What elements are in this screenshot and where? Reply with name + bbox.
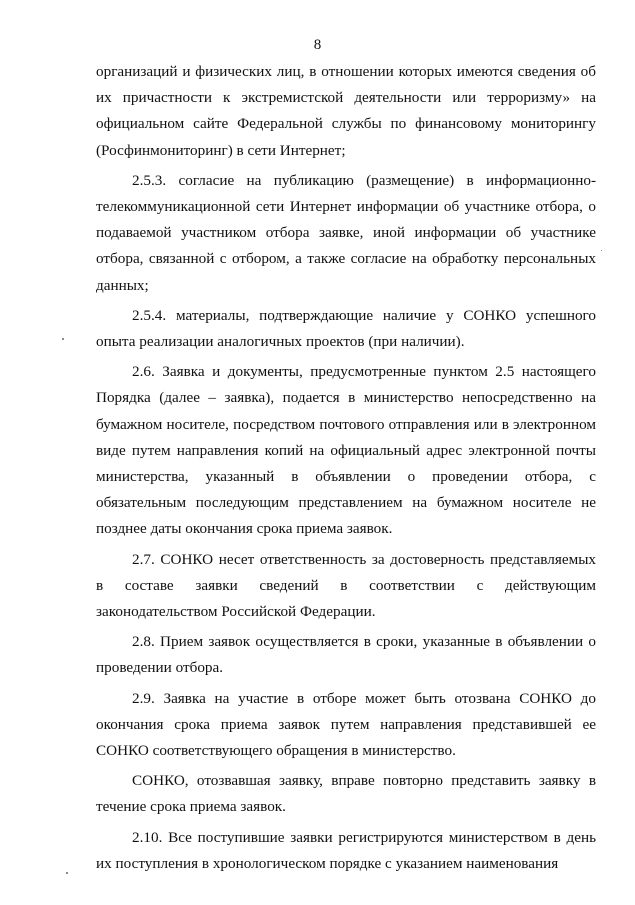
scan-speck: [601, 250, 602, 251]
paragraph-2-9-note: СОНКО, отозвавшая заявку, вправе повторно представить заявку в течение срока приема заявок.: [96, 772, 596, 816]
scan-speck: [66, 872, 68, 874]
document-body: [96, 59, 596, 877]
page-number: 8: [313, 37, 322, 53]
paragraph-2-6: 2.6. Заявка и документы, предусмотренные пунктом 2.5 настоящего Порядка (далее – заявка), подается в министерство непосредственно на бумажном носителе, посредством почтового отправления или в электронном виде путем направления копий на официальный адрес электронной почты министерства, указанный в объявлении о проведении отбора, с обязательным последующим представлением на бумажном носителе не позднее даты окончания срока приема заявок.: [96, 363, 596, 538]
paragraph-2-7: 2.7. СОНКО несет ответственность за достоверность представляемых в составе заявки сведений в соответствии с действующим законодательством Российской Федерации.: [96, 550, 596, 621]
scan-speck: [62, 338, 64, 340]
paragraph-continuation: организаций и физических лиц, в отношении которых имеются сведения об их причастности к экстремистской деятельности или терроризму» на официальном сайте Федеральной службы по финансовому мониторингу (Росфинмониторинг) в сети Интернет;: [96, 63, 596, 159]
paragraph-2-5-4: 2.5.4. материалы, подтверждающие наличие у СОНКО успешного опыта реализации аналогичных проектов (при наличии).: [96, 306, 596, 351]
paragraph-2-8: 2.8. Прием заявок осуществляется в сроки, указанные в объявлении о проведении отбора.: [96, 633, 596, 677]
paragraph-2-10: 2.10. Все поступившие заявки регистрируются министерством в день их поступления в хронологическом порядке с указанием наименования: [96, 828, 596, 872]
paragraph-2-5-3: 2.5.3. согласие на публикацию (размещение) в информационно-телекоммуникационной сети Интернет информации об участнике отбора, о подаваемой участником отбора заявке, иной информации об участнике отбора, связанной с отбором, а также согласие на обработку персональных данных;: [96, 171, 596, 294]
paragraph-2-9: 2.9. Заявка на участие в отборе может быть отозвана СОНКО до окончания срока приема заявок путем направления представившей ее СОНКО соответствующего обращения в министерство.: [96, 689, 596, 760]
